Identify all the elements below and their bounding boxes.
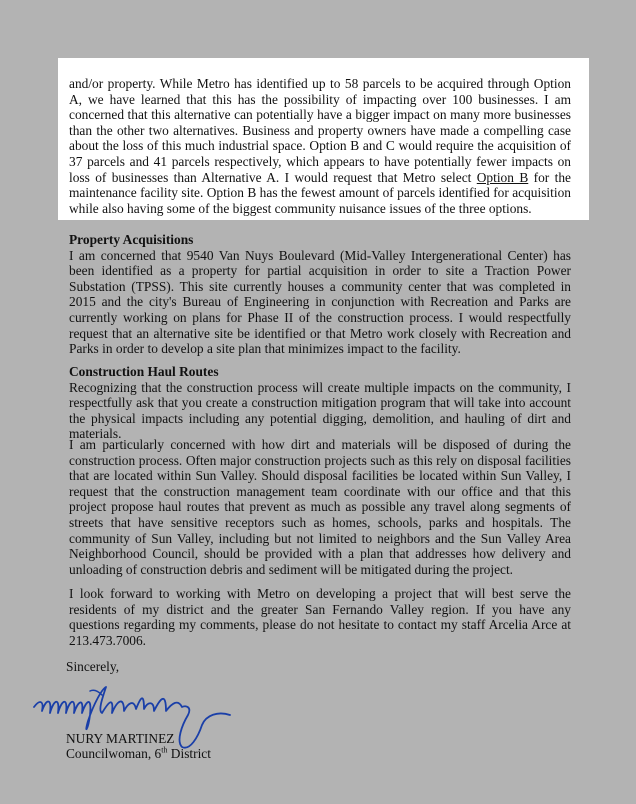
section-paragraph: Recognizing that the construction process will create multiple impacts on the community, I respectfully ask that you create a construction mitigation program that will take into account the physical impacts including any potential digging, demolition, and hauling of dirt and materials. — [69, 379, 571, 442]
closing-paragraph — [69, 586, 571, 648]
signer-title — [66, 746, 211, 762]
section-construction-haul-routes — [69, 364, 571, 442]
section-heading: Construction Haul Routes — [69, 364, 219, 379]
section-paragraph: I am particularly concerned with how dirt and materials will be disposed of during the construction process. Often major construction projects such as this rely on disposal facilities that are located within Sun Valley. Should disposal facilities be located within Sun Valley, I request that the construction management team coordinate with our office and that this project propose haul routes that prevent as much as possible any travel along segments of streets that have sensitive receptors such as homes, schools, parks and hospitals. The community of Sun Valley, including but not limited to neighbors and the Sun Valley Area Neighborhood Council, should be provided with a plan that addresses how delivery and unloading of construction debris and sediment will be mitigated during the project. — [69, 437, 571, 577]
section-heading: Property Acquisitions — [69, 232, 194, 247]
option-b-underlined: Option B — [476, 169, 529, 185]
title-suffix: District — [167, 746, 211, 761]
closing-text: I look forward to working with Metro on developing a project that will best serve the residents of my district and the greater San Fernando Valley region. If you have any questions regarding my comments, please do not hesitate to contact my staff Arcelia Arce at 213.473.7006. — [69, 586, 571, 648]
section-paragraph: I am concerned that 9540 Van Nuys Boulevard (Mid-Valley Intergenerational Center) has been identified as a property for partial acquisition in order to site a Traction Power Substation (TPSS). This site currently houses a community center that was completed in 2015 and the city's Bureau of Engineering in conjunction with Recreation and Parks are currently working on plans for Phase II of the construction process. I would respectfully request that an alternative site be identified or that Metro work closely with Recreation and Parks in order to develop a site plan that minimizes impact to the facility. — [69, 247, 571, 357]
intro-text: and/or property. While Metro has identified up to 58 parcels to be acquired through Option A, we have learned that this has the possibility of impacting over 100 businesses. I am concerned that this alternative can potentially have a bigger impact on many more businesses than the other two alternatives. Business and property owners have made a compelling case about the loss of this much industrial space. Option B and C would require the acquisition of 37 parcels and 41 parcels respectively, which appears to have potentially fewer impacts on loss of businesses than Alternative A. I would request that Metro select — [69, 76, 571, 185]
section-property-acquisitions — [69, 232, 571, 357]
title-superscript: th — [161, 745, 168, 755]
signer-name: NURY MARTINEZ — [66, 731, 175, 746]
title-prefix: Councilwoman, 6 — [66, 746, 162, 761]
intro-paragraph — [69, 76, 571, 216]
haul-routes-paragraph-2 — [69, 437, 571, 577]
intro-text-after: for the maintenance facility site. Option B has the fewest amount of parcels identified for acquisition while also having some of the biggest community nuisance issues of the three options. — [69, 169, 571, 216]
signoff: Sincerely, — [66, 659, 120, 674]
